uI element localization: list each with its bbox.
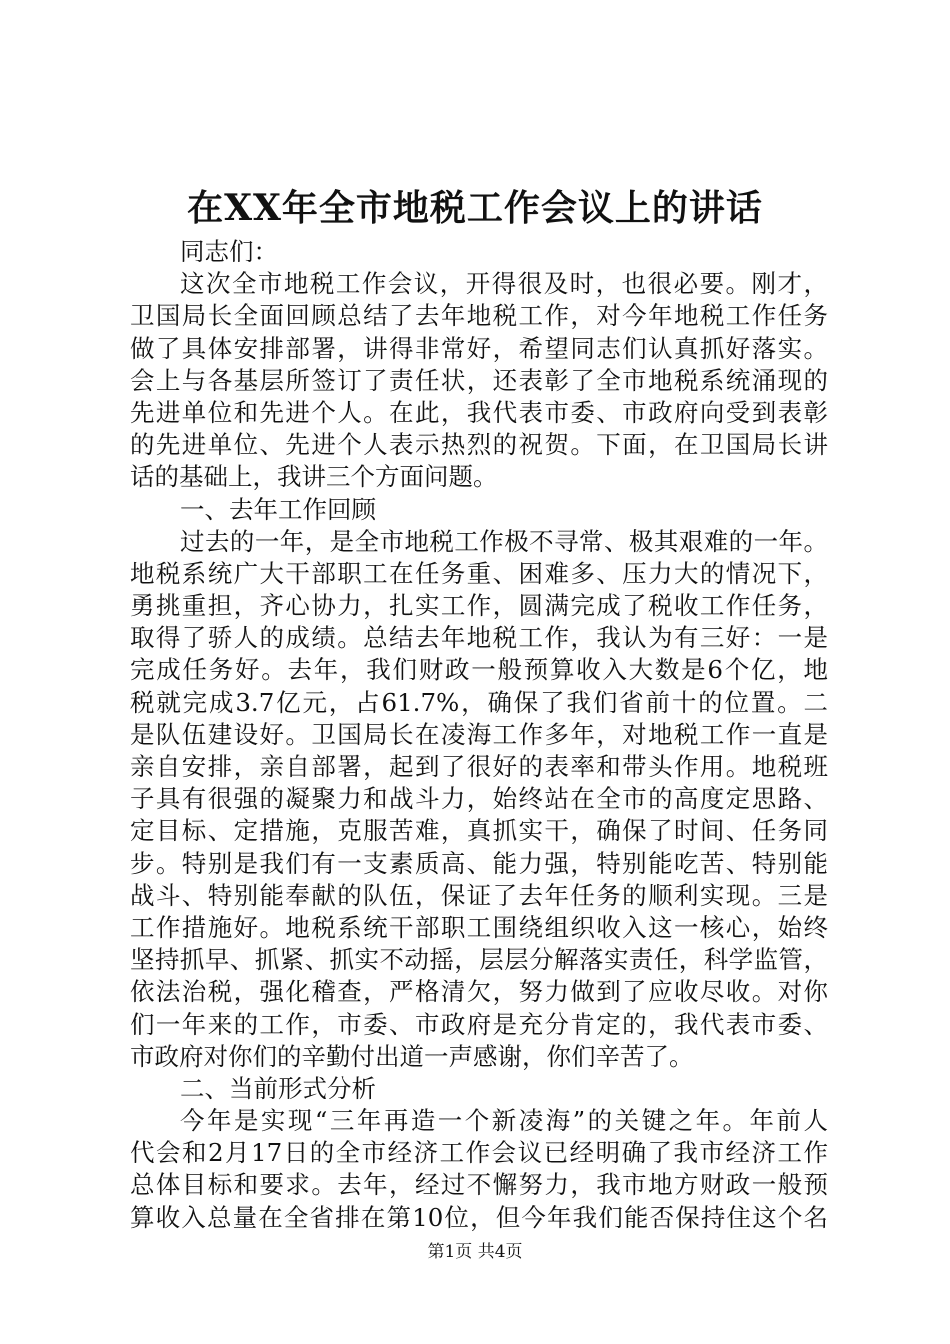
- paragraph-line: 步。特别是我们有一支素质高、能力强，特别能吃苦、特别能: [130, 848, 828, 878]
- paragraph-line: 勇挑重担，齐心协力，扎实工作，圆满完成了税收工作任务，: [130, 591, 828, 621]
- paragraph-line: 市政府对你们的辛勤付出道一声感谢，你们辛苦了。: [130, 1041, 694, 1071]
- paragraph-line: 这次全市地税工作会议，开得很及时，也很必要。刚才，: [180, 269, 828, 299]
- paragraph-line: 总体目标和要求。去年，经过不懈努力，我市地方财政一般预: [130, 1170, 828, 1200]
- paragraph-line: 依法治税，强化稽查，严格清欠，努力做到了应收尽收。对你: [130, 977, 828, 1007]
- paragraph-line: 先进单位和先进个人。在此，我代表市委、市政府向受到表彰: [130, 397, 828, 427]
- paragraph-line: 今年是实现“三年再造一个新凌海”的关键之年。年前人: [180, 1106, 828, 1136]
- paragraph-line: 是队伍建设好。卫国局长在凌海工作多年，对地税工作一直是: [130, 719, 828, 749]
- paragraph-line: 的先进单位、先进个人表示热烈的祝贺。下面，在卫国局长讲: [130, 430, 828, 460]
- paragraph-line: 过去的一年，是全市地税工作极不寻常、极其艰难的一年。: [180, 526, 828, 556]
- paragraph-line: 做了具体安排部署，讲得非常好，希望同志们认真抓好落实。: [130, 333, 828, 363]
- salutation: 同志们：: [180, 237, 278, 266]
- paragraph-line: 代会和2月17日的全市经济工作会议已经明确了我市经济工作: [130, 1138, 828, 1168]
- paragraph-line: 会上与各基层所签订了责任状，还表彰了全市地税系统涌现的: [130, 365, 828, 395]
- paragraph-line: 卫国局长全面回顾总结了去年地税工作，对今年地税工作任务: [130, 301, 828, 331]
- paragraph-line: 完成任务好。去年，我们财政一般预算收入大数是6个亿，地: [130, 655, 828, 685]
- paragraph-line: 战斗、特别能奉献的队伍，保证了去年任务的顺利实现。三是: [130, 880, 828, 910]
- page-title: 在XX年全市地税工作会议上的讲话: [187, 187, 763, 229]
- paragraph-line: 取得了骄人的成绩。总结去年地税工作，我认为有三好：一是: [130, 623, 828, 653]
- paragraph-line: 税就完成3.7亿元，占61.7%，确保了我们省前十的位置。二: [130, 687, 828, 717]
- paragraph-line: 定目标、定措施，克服苦难，真抓实干，确保了时间、任务同: [130, 816, 828, 846]
- page-number-footer: 第1页 共4页: [427, 1242, 523, 1262]
- paragraph-line: 们一年来的工作，市委、市政府是充分肯定的，我代表市委、: [130, 1009, 828, 1039]
- paragraph-line: 坚持抓早、抓紧、抓实不动摇，层层分解落实责任，科学监管，: [130, 945, 828, 975]
- paragraph-line: 亲自安排，亲自部署，起到了很好的表率和带头作用。地税班: [130, 752, 828, 781]
- section-heading: 二、当前形式分析: [180, 1073, 376, 1103]
- speech-body: [130, 236, 828, 1234]
- paragraph-line: 算收入总量在全省排在第10位，但今年我们能否保持住这个名: [130, 1202, 828, 1232]
- section-heading: 一、去年工作回顾: [180, 494, 376, 524]
- paragraph-line: 子具有很强的凝聚力和战斗力，始终站在全市的高度定思路、: [130, 784, 828, 814]
- paragraph-line: 地税系统广大干部职工在任务重、困难多、压力大的情况下，: [130, 558, 828, 588]
- paragraph-line: 工作措施好。地税系统干部职工围绕组织收入这一核心，始终: [130, 912, 828, 942]
- paragraph-line: 话的基础上，我讲三个方面问题。: [130, 462, 498, 492]
